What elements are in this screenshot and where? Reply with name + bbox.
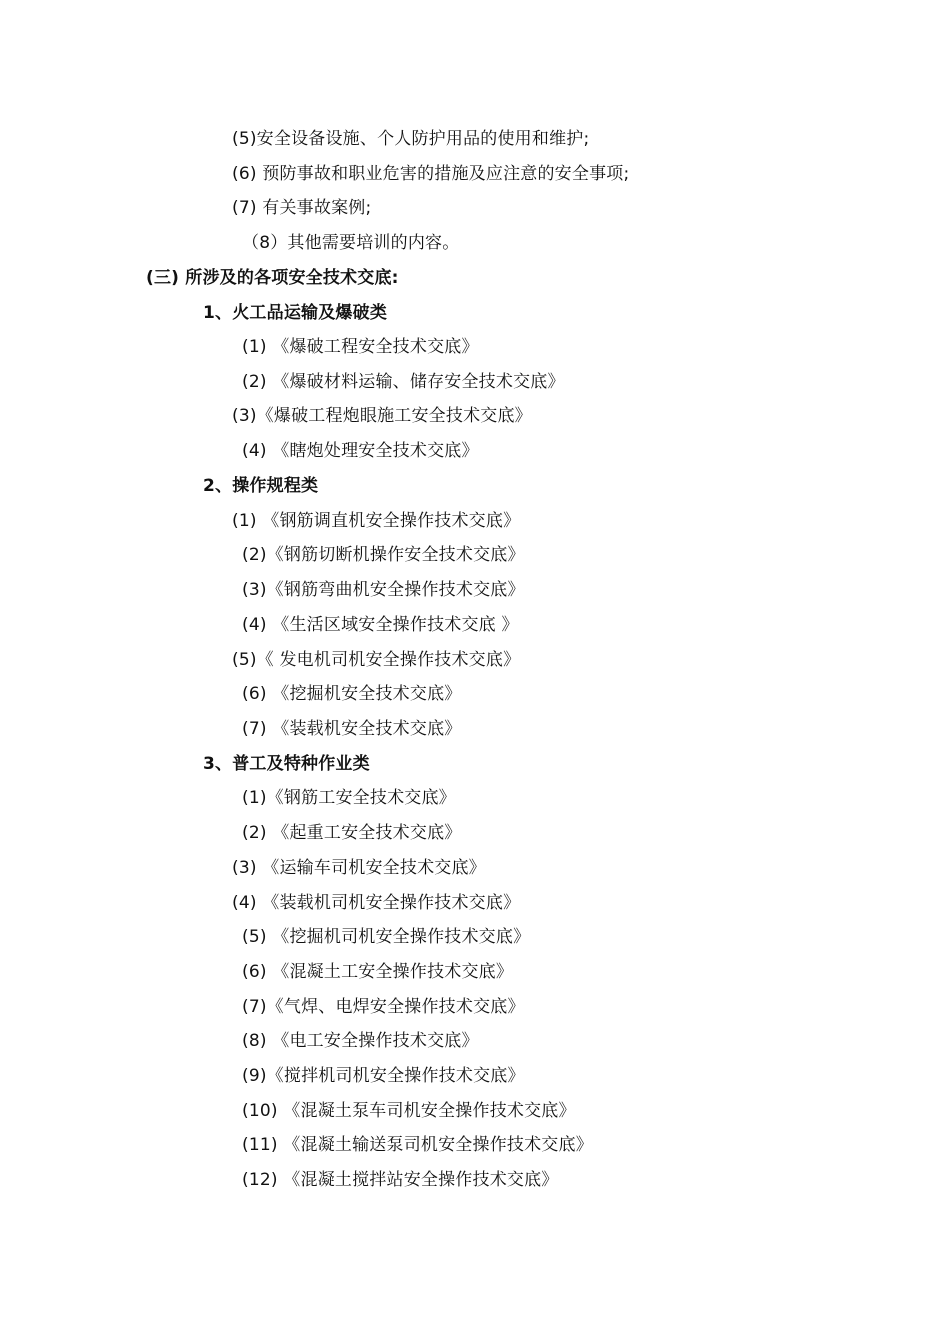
intro-item: (7) 有关事故案例; [232,198,372,218]
group-title: 2、操作规程类 [203,476,319,496]
list-item: (5)《 发电机司机安全操作技术交底》 [232,650,521,670]
list-item: (3) 《运输车司机安全技术交底》 [232,858,486,878]
list-item: (3)《钢筋弯曲机安全操作技术交底》 [242,580,525,600]
list-item: (7)《气焊、电焊安全操作技术交底》 [242,997,525,1017]
list-item: (11) 《混凝土输送泵司机安全操作技术交底》 [242,1135,593,1155]
list-item: (2) 《爆破材料运输、储存安全技术交底》 [242,372,565,392]
list-item: (1)《钢筋工安全技术交底》 [242,788,456,808]
list-item: (8) 《电工安全操作技术交底》 [242,1031,479,1051]
list-item: (7) 《装载机安全技术交底》 [242,719,462,739]
list-item: (1) 《钢筋调直机安全操作技术交底》 [232,511,521,531]
list-item: (2) 《起重工安全技术交底》 [242,823,462,843]
list-item: (1) 《爆破工程安全技术交底》 [242,337,479,357]
intro-item: (5)安全设备设施、个人防护用品的使用和维护; [232,129,590,149]
list-item: (10) 《混凝土泵车司机安全操作技术交底》 [242,1101,576,1121]
list-item: (9)《搅拌机司机安全操作技术交底》 [242,1066,525,1086]
list-item: (5) 《挖掘机司机安全操作技术交底》 [242,927,531,947]
list-item: (6) 《挖掘机安全技术交底》 [242,684,462,704]
intro-item: (6) 预防事故和职业危害的措施及应注意的安全事项; [232,164,630,184]
list-item: (12) 《混凝土搅拌站安全操作技术交底》 [242,1170,559,1190]
list-item: (4) 《生活区域安全操作技术交底 》 [242,615,519,635]
list-item: (2)《钢筋切断机操作安全技术交底》 [242,545,525,565]
list-item: (4) 《装载机司机安全操作技术交底》 [232,893,521,913]
intro-item: （8）其他需要培训的内容。 [242,233,460,253]
list-item: (6) 《混凝土工安全操作技术交底》 [242,962,514,982]
list-item: (3)《爆破工程炮眼施工安全技术交底》 [232,406,532,426]
section-heading: (三) 所涉及的各项安全技术交底: [146,268,399,288]
group-title: 1、火工品运输及爆破类 [203,303,388,323]
list-item: (4) 《瞎炮处理安全技术交底》 [242,441,479,461]
group-title: 3、普工及特种作业类 [203,754,370,774]
